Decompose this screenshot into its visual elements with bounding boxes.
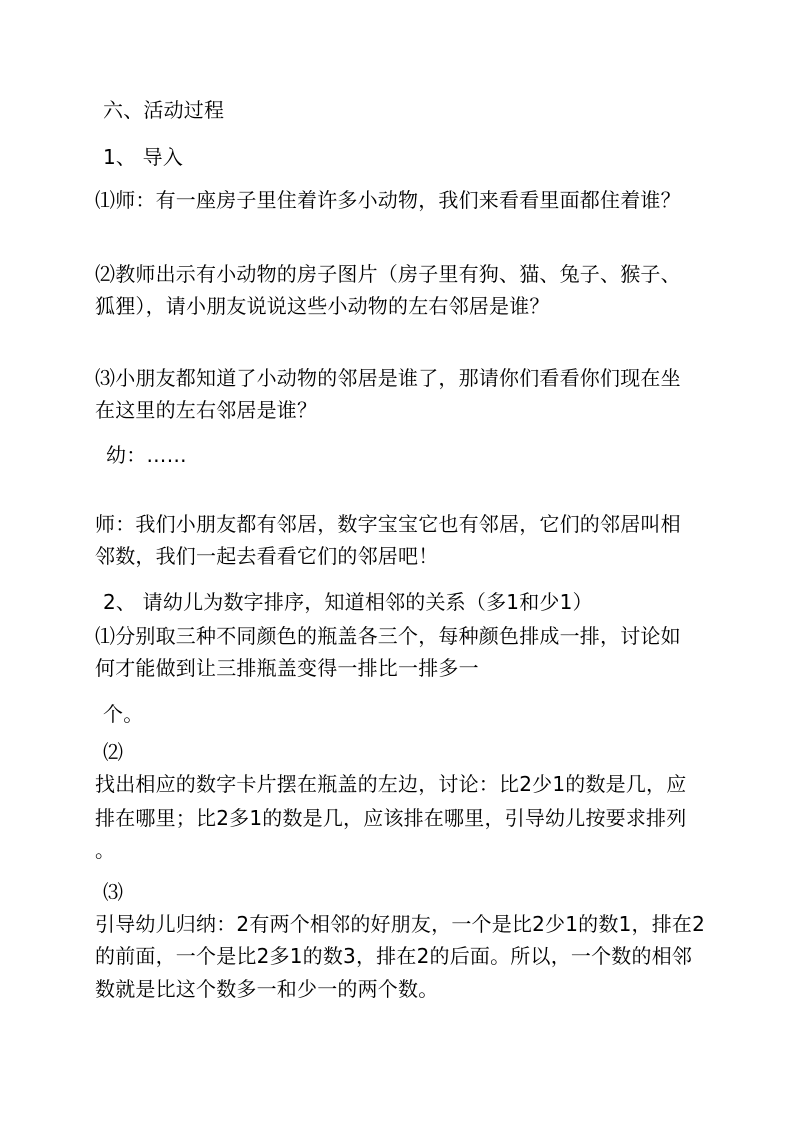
- step2-paragraph-1-line-2: 何才能做到让三排瓶盖变得一排比一排多一: [95, 656, 479, 680]
- step1-heading: 1、 导入: [103, 145, 184, 169]
- teacher-line-1: 师：我们小朋友都有邻居，数字宝宝它也有邻居，它们的邻居叫相: [95, 512, 681, 536]
- paragraph-2-line-1: ⑵教师出示有小动物的房子图片（房子里有狗、猫、兔子、猴子、: [95, 262, 681, 286]
- paragraph-2-line-2: 狐狸），请小朋友说说这些小动物的左右邻居是谁？: [95, 294, 550, 318]
- step2-paragraph-2-line-3: 。: [95, 838, 116, 862]
- paragraph-3-line-2: 在这里的左右邻居是谁？: [95, 398, 318, 422]
- step2-paragraph-2-line-1: 找出相应的数字卡片摆在瓶盖的左边，讨论：比2少1的数是几，应: [95, 772, 687, 796]
- step2-paragraph-2-marker: ⑵: [103, 740, 124, 764]
- step2-paragraph-2-line-2: 排在哪里；比2多1的数是几，应该排在哪里，引导幼儿按要求排列: [95, 806, 687, 830]
- step2-paragraph-1-line-3: 个。: [103, 702, 144, 726]
- section-heading: 六、活动过程: [103, 98, 225, 122]
- step2-paragraph-3-line-1: 引导幼儿归纳：2有两个相邻的好朋友，一个是比2少1的数1，排在2: [95, 912, 706, 936]
- teacher-line-2: 邻数，我们一起去看看它们的邻居吧！: [95, 544, 439, 568]
- step2-paragraph-3-line-3: 数就是比这个数多一和少一的两个数。: [95, 977, 439, 1001]
- child-reply: 幼：……: [106, 443, 187, 467]
- paragraph-1: ⑴师：有一座房子里住着许多小动物，我们来看看里面都住着谁？: [95, 188, 681, 212]
- step2-paragraph-3-line-2: 的前面，一个是比2多1的数3，排在2的后面。所以，一个数的相邻: [95, 944, 693, 968]
- step2-paragraph-3-marker: ⑶: [103, 880, 124, 904]
- step2-paragraph-1-line-1: ⑴分别取三种不同颜色的瓶盖各三个，每种颜色排成一排，讨论如: [95, 624, 681, 648]
- step2-heading: 2、 请幼儿为数字排序，知道相邻的关系（多1和少1）: [103, 590, 593, 614]
- paragraph-3-line-1: ⑶小朋友都知道了小动物的邻居是谁了，那请你们看看你们现在坐: [95, 366, 681, 390]
